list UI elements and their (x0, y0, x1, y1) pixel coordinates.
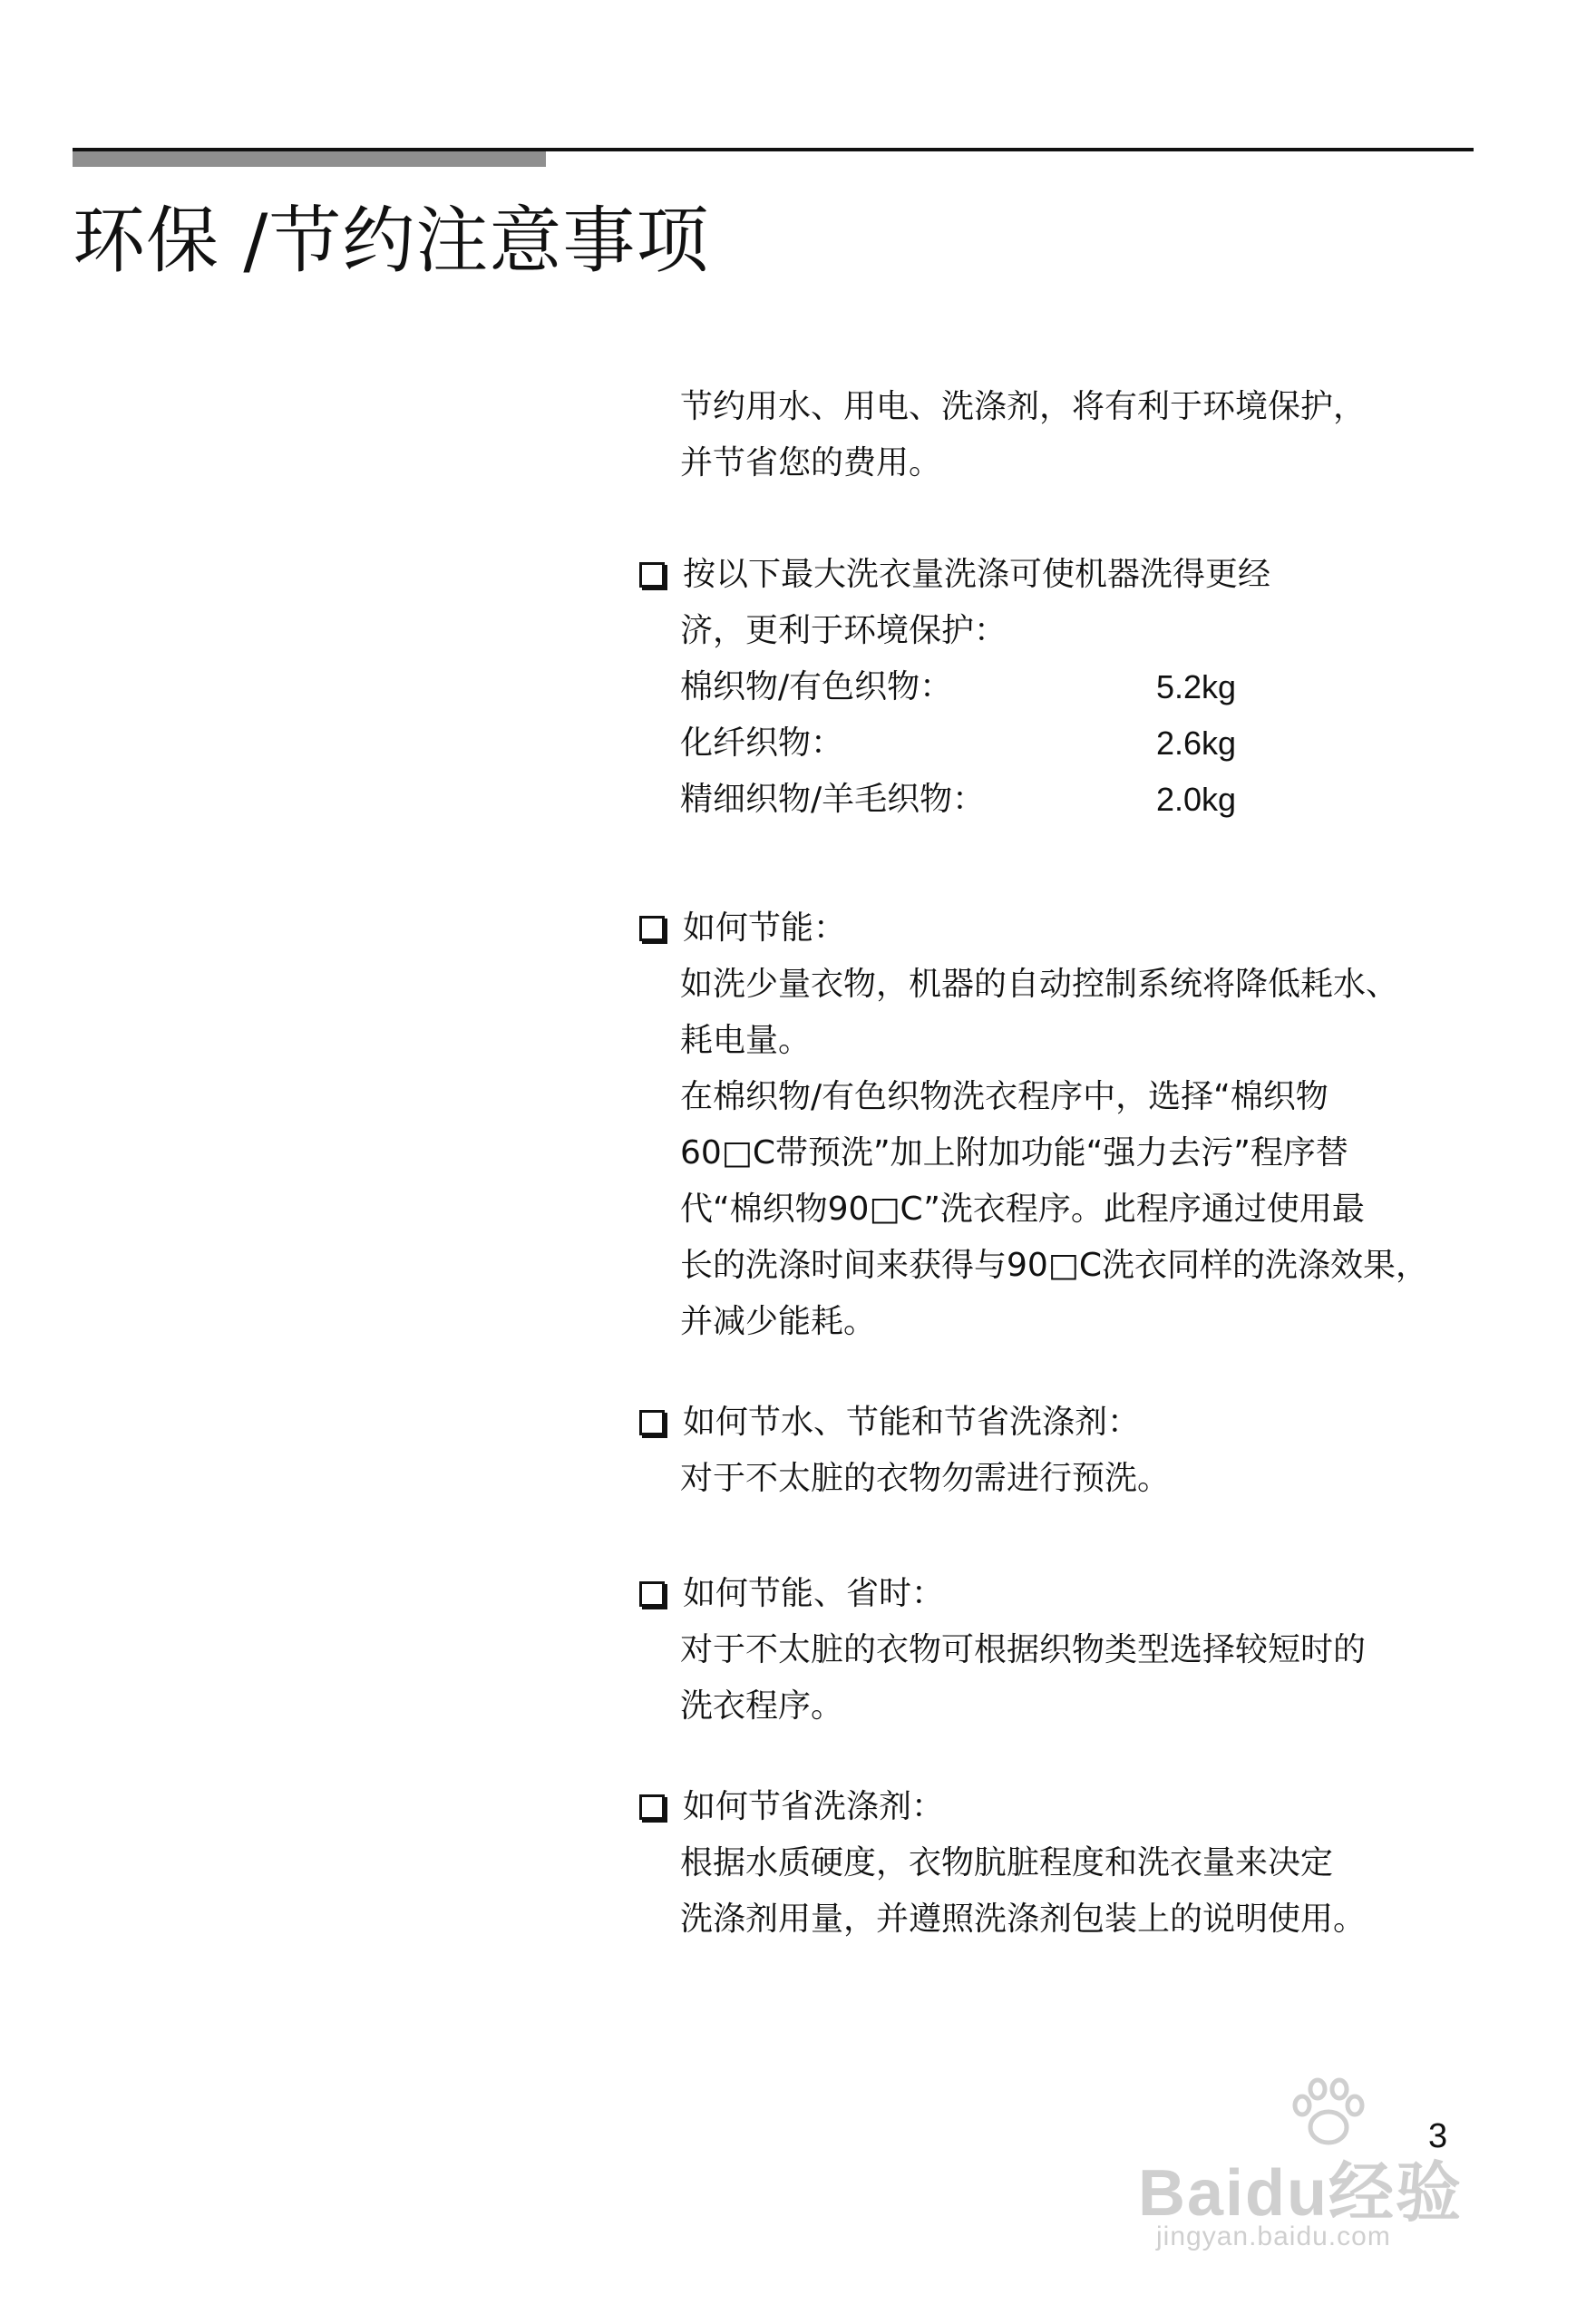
section-save-energy (639, 900, 1428, 1350)
section-line: 60□C带预洗”加上附加功能“强力去污”程序替 (680, 1134, 1348, 1172)
section-line: 对于不太脏的衣物可根据织物类型选择较短时的 (680, 1631, 1367, 1668)
load-spec-row (680, 659, 1270, 715)
checkbox-bullet-icon (639, 916, 665, 941)
intro-paragraph (680, 379, 1366, 491)
section-save-detergent (639, 1779, 1366, 1948)
section-heading: 按以下最大洗衣量洗涤可使机器洗得更经 (683, 556, 1271, 593)
section-line: 在棉织物/有色织物洗衣程序中，选择“棉织物 (680, 1078, 1328, 1115)
load-spec-value: 5.2kg (1156, 668, 1237, 705)
section-line: 对于不太脏的衣物勿需进行预洗。 (680, 1460, 1171, 1497)
section-heading: 如何节水、节能和节省洗涤剂： (683, 1404, 1141, 1441)
checkbox-bullet-icon (639, 1794, 665, 1820)
section-line: 代“棉织物90□C”洗衣程序。此程序通过使用最 (680, 1191, 1365, 1228)
section-line: 洗衣程序。 (680, 1687, 844, 1725)
load-spec-row (680, 772, 1270, 828)
section-line: 长的洗涤时间来获得与90□C洗衣同样的洗涤效果， (680, 1247, 1428, 1284)
checkbox-bullet-icon (639, 1581, 665, 1607)
watermark-url: jingyan.baidu.com (1156, 2222, 1391, 2251)
section-line: 济，更利于环境保护： (680, 612, 1007, 649)
section-max-load (639, 547, 1270, 828)
checkbox-bullet-icon (639, 1410, 665, 1435)
paw-logo-icon (1288, 2076, 1369, 2149)
section-heading: 如何节能、省时： (683, 1575, 945, 1612)
load-spec-label: 精细织物/羊毛织物： (680, 781, 986, 818)
section-line: 根据水质硬度，衣物肮脏程度和洗衣量来决定 (680, 1844, 1334, 1881)
page-title: 环保 /节约注意事项 (73, 199, 710, 283)
load-spec-value: 2.0kg (1156, 781, 1237, 818)
load-spec-row (680, 715, 1270, 772)
section-heading: 如何节省洗涤剂： (683, 1788, 945, 1825)
section-save-energy-time (639, 1566, 1366, 1735)
section-heading: 如何节能： (683, 909, 847, 947)
section-save-water-energy-detergent (639, 1395, 1170, 1507)
section-line: 如洗少量衣物，机器的自动控制系统将降低耗水、 (680, 966, 1399, 1003)
checkbox-bullet-icon (639, 562, 665, 588)
header-accent-bar (73, 151, 546, 167)
section-line: 并减少能耗。 (680, 1303, 877, 1340)
section-line: 耗电量。 (680, 1022, 812, 1059)
intro-line: 节约用水、用电、洗涤剂，将有利于环境保护， (680, 388, 1367, 425)
baidu-watermark (1138, 2076, 1501, 2258)
load-spec-label: 化纤织物： (680, 724, 844, 762)
page-number: 3 (1428, 2117, 1448, 2155)
load-spec-label: 棉织物/有色织物： (680, 668, 953, 705)
intro-line: 并节省您的费用。 (680, 444, 942, 481)
section-line: 洗涤剂用量，并遵照洗涤剂包装上的说明使用。 (680, 1901, 1367, 1938)
load-spec-value: 2.6kg (1156, 724, 1237, 762)
watermark-brand: Baidu经验 (1138, 2157, 1464, 2230)
